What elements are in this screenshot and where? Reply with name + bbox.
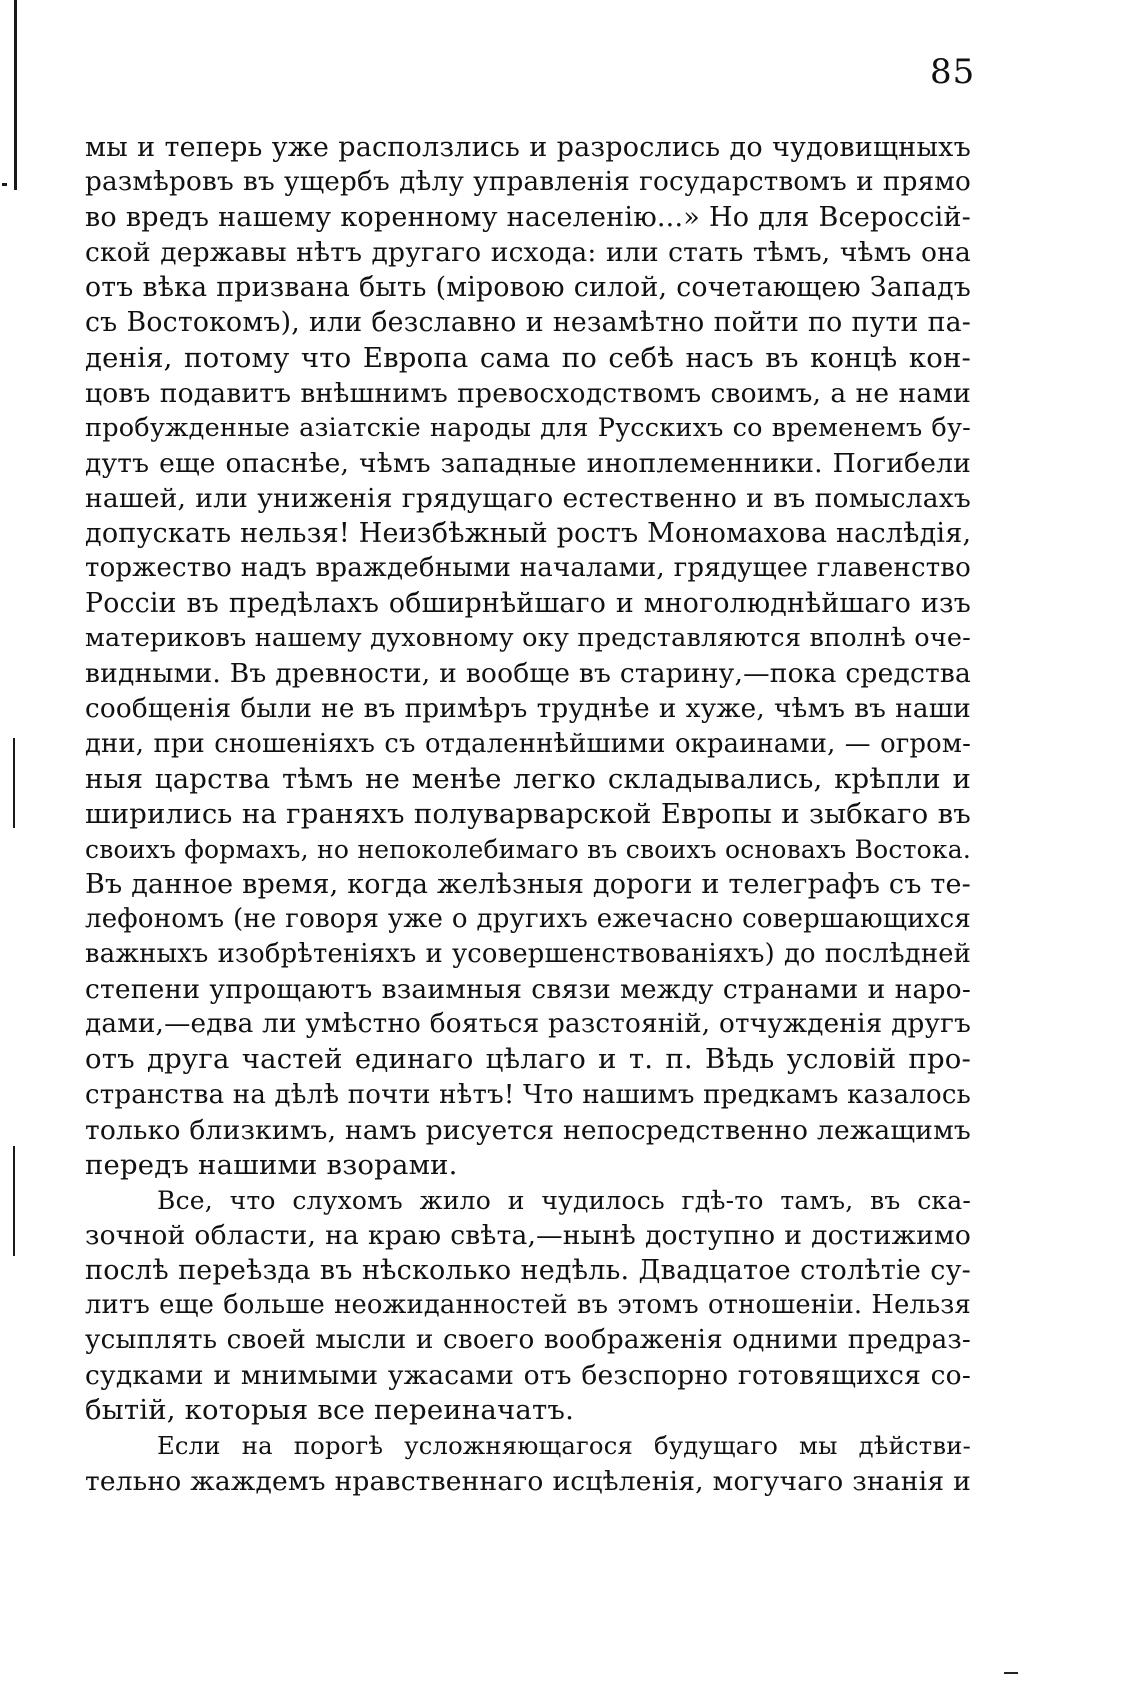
text-line: размѣровъ въ ущербъ дѣлу управленія государствомъ и прямо [85,167,971,198]
text-line: ширились на граняхъ полуварварской Европы и зыбкаго въ [85,797,971,830]
page-edge-mark [13,738,15,828]
page-number: 85 [930,52,976,92]
text-line: съ Востокомъ), или безславно и незамѣтно пойти по пути па- [85,307,971,339]
text-line: во вредъ нашему коренному населенію...» Но для Всероссій- [85,202,971,234]
page-edge-line [14,0,17,190]
text-line: судками и мнимыми ужасами отъ безспорно готовящихся со- [85,1360,971,1392]
text-line: дами,—едва ли умѣстно бояться разстояній, отчужденія другъ [85,1009,971,1040]
text-line: Если на порогѣ усложняющагося будущаго мы дѣйстви- [157,1431,971,1461]
text-line: допускать нельзя! Неизбѣжный ростъ Мономахова наслѣдія, [85,518,972,550]
text-line: тельно жаждемъ нравственнаго исцѣленія, могучаго знанія и [85,1465,971,1497]
text-line: ныя царства тѣмъ не менѣе легко складывались, крѣпли и [85,762,971,795]
text-line: странства на дѣлѣ почти нѣтъ! Что нашимъ предкамъ казалось [85,1079,971,1110]
page-edge-mark [13,1146,15,1256]
text-line: лефономъ (не говоря уже о другихъ ежечасно совершающихся [85,904,971,935]
page-edge-tick [2,183,7,186]
text-line: дни, при сношеніяхъ съ отдаленнѣйшими окраинами, — огром- [85,728,971,759]
scan-mark [1004,1672,1018,1674]
text-line: пробужденные азіатскіе народы для Русскихъ со временемъ бу- [85,412,971,443]
text-line: Все, что слухомъ жило и чудилось гдѣ-то тамъ, въ ска- [157,1185,971,1215]
text-line: нашей, или униженія грядущаго естественно и въ помыслахъ [85,482,971,514]
text-line: цовъ подавитъ внѣшнимъ превосходствомъ своимъ, а не нами [85,377,971,409]
text-line: степени упрощаютъ взаимныя связи между странами и наро- [85,974,971,1006]
paragraph-3 [85,1428,971,1498]
text-line: ской державы нѣтъ другаго исхода: или стать тѣмъ, чѣмъ она [85,237,971,269]
text-line: только близкимъ, намъ рисуется непосредственно лежащимъ [85,1114,971,1146]
text-line: своихъ формахъ, но непоколебимаго въ своихъ основахъ Востока. [85,834,971,864]
text-line: передъ нашими взорами. [85,1148,458,1181]
text-line: Россіи въ предѣлахъ обширнѣйшаго и многолюднѣйшаго изъ [85,588,971,620]
paragraph-1 [85,130,971,1183]
text-line: мы и теперь уже расползлись и разрослись до чудовищныхъ [85,132,971,163]
text-line: Въ данное время, когда желѣзныя дороги и телеграфъ съ те- [85,868,971,900]
paragraph-2 [85,1183,971,1429]
text-line: бытій, которыя все переиначатъ. [85,1394,575,1427]
text-line: отъ вѣка призвана быть (міровою силой, сочетающею Западъ [85,272,971,304]
text-line: усыплять своей мысли и своего воображенія одними предраз- [85,1325,971,1356]
text-line: денія, потому что Европа сама по себѣ насъ въ концѣ кон- [85,341,971,374]
text-line: материковъ нашему духовному оку представляются вполнѣ оче- [85,623,971,654]
text-line: торжество надъ враждебными началами, грядущее главенство [85,553,971,584]
text-line: важныхъ изобрѣтеніяхъ и усовершенствованіяхъ) до послѣдней [85,939,971,970]
text-line: дутъ еще опаснѣе, чѣмъ западные иноплеменники. Погибели [85,447,971,479]
text-line: послѣ переѣзда въ нѣсколько недѣль. Двадцатое столѣтіе су- [85,1255,971,1286]
text-line: сообщенія были не въ примѣръ труднѣе и хуже, чѣмъ въ наши [85,693,971,724]
text-line: литъ еще больше неожиданностей въ этомъ отношеніи. Нельзя [85,1290,971,1321]
text-line: зочной области, на краю свѣта,—нынѣ доступно и достижимо [85,1219,971,1251]
text-line: видными. Въ древности, и вообще въ старину,—пока средства [85,658,971,690]
text-line: отъ друга частей единаго цѣлаго и т. п. Вѣдь условій про- [85,1043,971,1076]
body-text [85,130,971,1499]
